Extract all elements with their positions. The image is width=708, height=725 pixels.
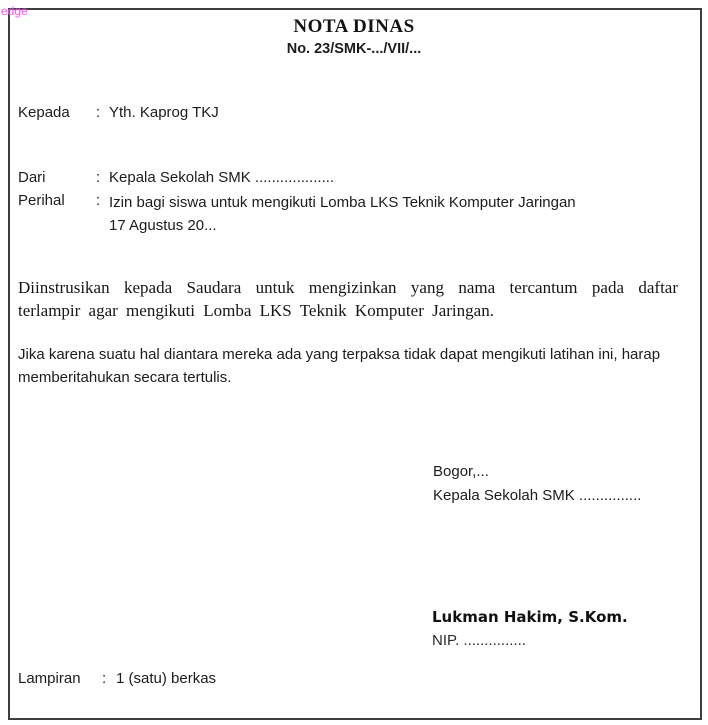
document-title: NOTA DINAS bbox=[293, 16, 415, 37]
attachment-label: Lampiran bbox=[18, 670, 81, 687]
field-perihal-value bbox=[109, 191, 576, 237]
attachment-row bbox=[18, 670, 216, 687]
signature-role-line: Kepala Sekolah SMK ............... bbox=[433, 487, 642, 504]
field-kepada bbox=[18, 103, 219, 123]
attachment-colon: : bbox=[102, 670, 107, 687]
field-perihal-label: Perihal bbox=[18, 192, 65, 209]
signature-name: Lukman Hakim, S.Kom. bbox=[432, 608, 628, 626]
field-perihal-colon: : bbox=[96, 192, 101, 209]
signature-nip: NIP. ............... bbox=[432, 632, 526, 649]
body-paragraph-2: Jika karena suatu hal diantara mereka ada yang terpaksa tidak dapat mengikuti latihan ini, harap memberitahukan secara tertulis. bbox=[18, 346, 661, 386]
field-kepada-label: Kepada bbox=[18, 104, 70, 121]
field-perihal bbox=[18, 191, 576, 237]
document-number: No. 23/SMK-.../VII/... bbox=[286, 41, 422, 57]
field-perihal-value-line1: Izin bagi siswa untuk mengikuti Lomba LKS Teknik Komputer Jaringan bbox=[109, 194, 576, 211]
field-dari-value: Kepala Sekolah SMK ................... bbox=[109, 169, 335, 186]
field-dari-colon: : bbox=[96, 169, 101, 186]
field-perihal-value-line2: 17 Agustus 20... bbox=[109, 217, 217, 234]
body-paragraph-1: Diinstrusikan kepada Saudara untuk mengizinkan yang nama tercantum pada daftar terlampir agar mengikuti Lomba LKS Teknik Komputer Jaringan. bbox=[18, 278, 678, 320]
signature-place-line: Bogor,... bbox=[433, 463, 489, 480]
field-kepada-value: Yth. Kaprog TKJ bbox=[109, 104, 219, 121]
field-kepada-colon: : bbox=[96, 104, 101, 121]
field-dari bbox=[18, 168, 334, 188]
attachment-value: 1 (satu) berkas bbox=[116, 670, 217, 687]
edge-label: edge bbox=[1, 4, 28, 18]
signature-header bbox=[433, 460, 641, 508]
field-dari-label: Dari bbox=[18, 169, 46, 186]
